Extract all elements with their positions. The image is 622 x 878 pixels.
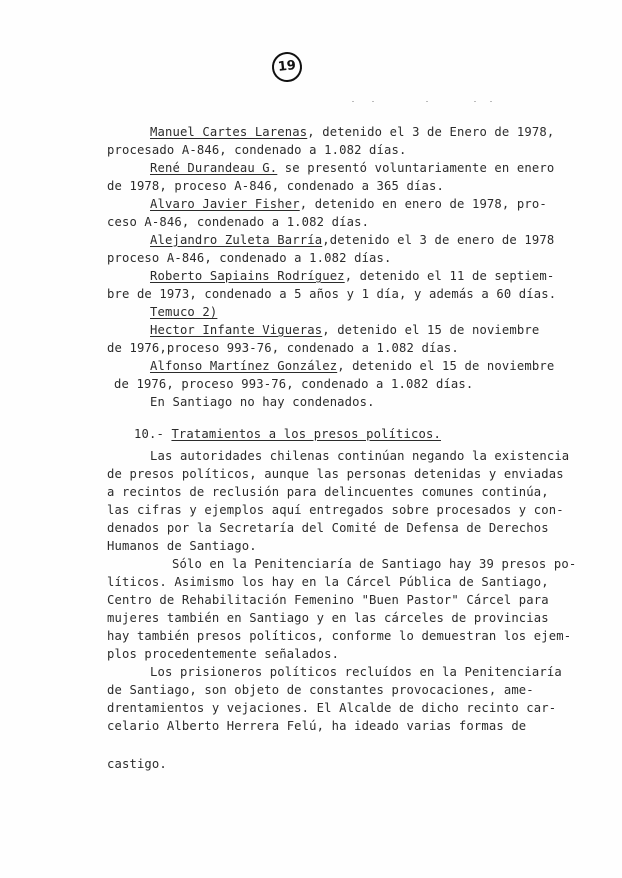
text-line: las cifras y ejemplos aquí entregados sobre procesados y con-	[107, 503, 564, 517]
person-name: Roberto Sapiains Rodríguez	[150, 269, 345, 283]
person-name: Hector Infante Vigueras	[150, 323, 323, 337]
text-line: Centro de Rehabilitación Femenino "Buen Pastor" Cárcel para	[107, 593, 549, 607]
text-line: procesado A-846, condenado a 1.082 días.	[107, 143, 407, 157]
section-title: Tratamientos a los presos políticos.	[171, 427, 441, 441]
scan-speck	[474, 101, 476, 102]
text-line: Humanos de Santiago.	[107, 539, 257, 553]
text-line: Alejandro Zuleta Barría,detenido el 3 de enero de 1978	[150, 233, 555, 247]
text-line: denados por la Secretaría del Comité de Defensa de Derechos	[107, 521, 549, 535]
text-line	[150, 304, 217, 320]
text-line: de 1976, proceso 993-76, condenado a 1.082 días.	[114, 377, 474, 391]
text-line: En Santiago no hay condenados.	[150, 395, 375, 409]
text-line: castigo.	[107, 757, 167, 771]
text-line: de presos políticos, aunque las personas detenidas y enviadas	[107, 467, 564, 481]
text-line: de Santiago, son objeto de constantes provocaciones, ame-	[107, 683, 534, 697]
text-line: líticos. Asimismo los hay en la Cárcel Pública de Santiago,	[107, 575, 549, 589]
scan-speck	[352, 101, 354, 102]
person-name: Alfonso Martínez González	[150, 359, 338, 373]
scan-speck	[426, 101, 428, 102]
text-line: plos procedentemente señalados.	[107, 647, 340, 661]
person-name: René Durandeau G.	[150, 161, 278, 175]
text-line: bre de 1973, condenado a 5 años y 1 día, y además a 60 días.	[107, 287, 557, 301]
text-line: hay también presos políticos, conforme lo demuestran los ejem-	[107, 629, 572, 643]
text-line: drentamientos y vejaciones. El Alcalde de dicho recinto car-	[107, 701, 557, 715]
text-line: Roberto Sapiains Rodríguez, detenido el 11 de septiem-	[150, 269, 555, 283]
page-number: 19	[271, 51, 304, 84]
text-line: Los prisioneros políticos recluídos en la Penitenciaría	[150, 665, 562, 679]
person-name: Alejandro Zuleta Barría	[150, 233, 323, 247]
scan-speck	[490, 101, 492, 102]
text-line: mujeres también en Santiago y en las cárceles de provincias	[107, 611, 549, 625]
section-heading: 10.- Tratamientos a los presos políticos.	[134, 427, 441, 441]
text-line: de 1978, proceso A-846, condenado a 365 días.	[107, 179, 444, 193]
text-line: Alvaro Javier Fisher, detenido en enero de 1978, pro-	[150, 197, 547, 211]
text-line: Las autoridades chilenas continúan negando la existencia	[150, 449, 570, 463]
section-label: Temuco 2)	[150, 305, 218, 319]
text-line: ceso A-846, condenado a 1.082 días.	[107, 215, 370, 229]
scan-speck	[372, 101, 374, 102]
text-line: a recintos de reclusión para delincuentes comunes continúa,	[107, 485, 549, 499]
text-line: de 1976,proceso 993-76, condenado a 1.082 días.	[107, 341, 459, 355]
text-line: proceso A-846, condenado a 1.082 días.	[107, 251, 392, 265]
text-line: celario Alberto Herrera Felú, ha ideado varias formas de	[107, 719, 527, 733]
person-name: Alvaro Javier Fisher	[150, 197, 300, 211]
text-line: René Durandeau G. se presentó voluntariamente en enero	[150, 161, 555, 175]
text-line: Manuel Cartes Larenas, detenido el 3 de Enero de 1978,	[150, 125, 555, 139]
text-line: Alfonso Martínez González, detenido el 15 de noviembre	[150, 359, 555, 373]
text-line: Hector Infante Vigueras, detenido el 15 de noviembre	[150, 323, 540, 337]
person-name: Manuel Cartes Larenas	[150, 125, 308, 139]
text-line: Sólo en la Penitenciaría de Santiago hay 39 presos po-	[172, 557, 577, 571]
